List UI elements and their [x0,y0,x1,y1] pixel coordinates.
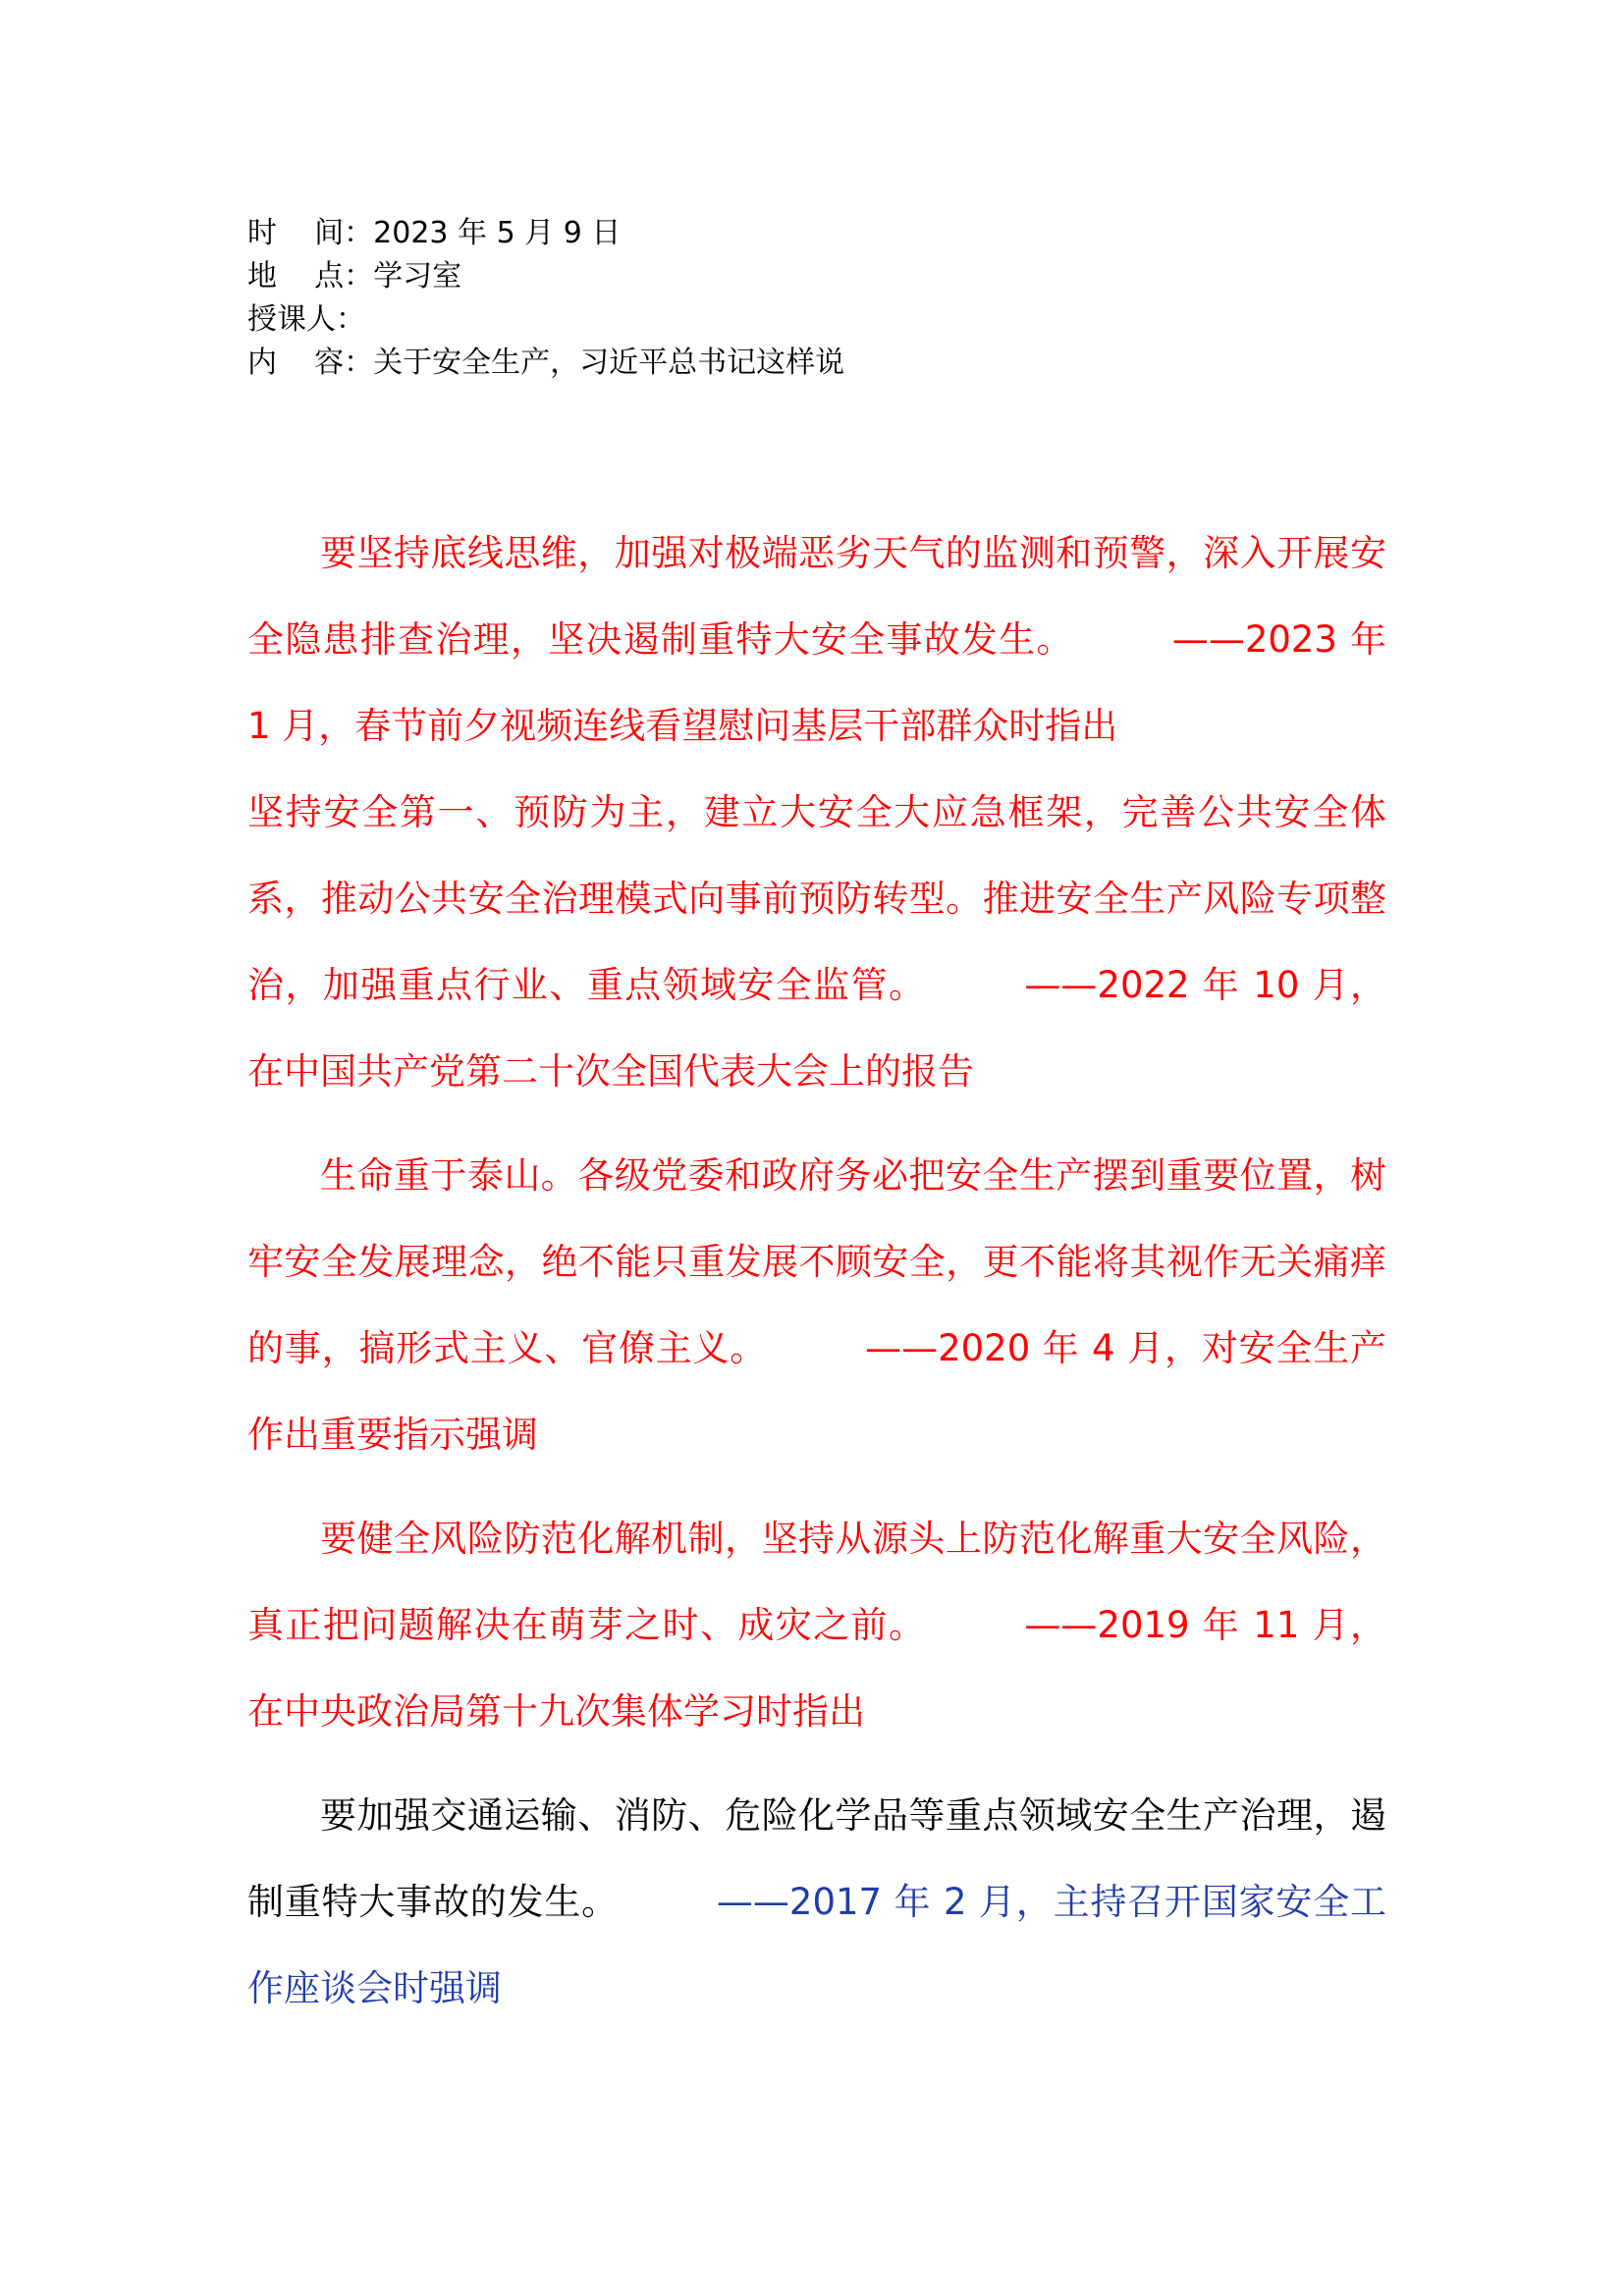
quote-text: 要加强交通运输、消防、危险化学品等重点领域安全生产治理，遏制重特大事故的发生。 [247,1794,1386,1923]
quote-paragraph [247,770,1386,1115]
meeting-time-row [247,212,1377,255]
quote-text: 要坚持底线思维，加强对极端恶劣天气的监测和预警，深入开展安全隐患排查治理，坚决遏制重特大安全事故发生。 [247,532,1386,661]
quote-paragraph [247,510,1386,770]
meeting-info [247,212,1377,385]
place-value: 学习室 [373,259,462,294]
quote-paragraph [247,1133,1386,1478]
quote-text: 坚持安全第一、预防为主，建立大安全大应急框架，完善公共安全体系，推动公共安全治理模式向事前预防转型。推进安全生产风险专项整治，加强重点行业、重点领域安全监管。 [247,791,1386,1006]
quote-source: ——2019 年 11 月，在中央政治局第十九次集体学习时指出 [247,1604,1387,1733]
quote-paragraph [247,1496,1386,1755]
quote-source: ——2020 年 4 月，对安全生产作出重要指示强调 [247,1327,1386,1456]
meeting-content-row [247,342,1377,385]
content-value: 关于安全生产，习近平总书记这样说 [373,346,845,380]
place-label: 地 点： [247,259,374,294]
quotes-body [247,510,1386,2032]
quote-source: ——2023 年 1 月，春节前夕视频连线看望慰问基层干部群众时指出 [247,618,1386,747]
meeting-place-row [247,255,1377,298]
quote-source: ——2022 年 10 月，在中国共产党第二十次全国代表大会上的报告 [247,964,1387,1093]
quote-text: 要健全风险防范化解机制，坚持从源头上防范化解重大安全风险，真正把问题解决在萌芽之时、成灾之前。 [247,1518,1386,1646]
time-value: 2023 年 5 月 9 日 [373,216,622,250]
lecturer-label: 授课人： [247,302,365,337]
quote-paragraph [247,1773,1386,2032]
time-label: 时 间： [247,216,374,250]
quote-source: ——2017 年 2 月，主持召开国家安全工作座谈会时强调 [247,1881,1386,2009]
content-label: 内 容： [247,346,374,380]
quote-text: 生命重于泰山。各级党委和政府务必把安全生产摆到重要位置，树牢安全发展理念，绝不能只重发展不顾安全，更不能将其视作无关痛痒的事，搞形式主义、官僚主义。 [247,1154,1386,1369]
meeting-lecturer-row [247,298,1377,342]
